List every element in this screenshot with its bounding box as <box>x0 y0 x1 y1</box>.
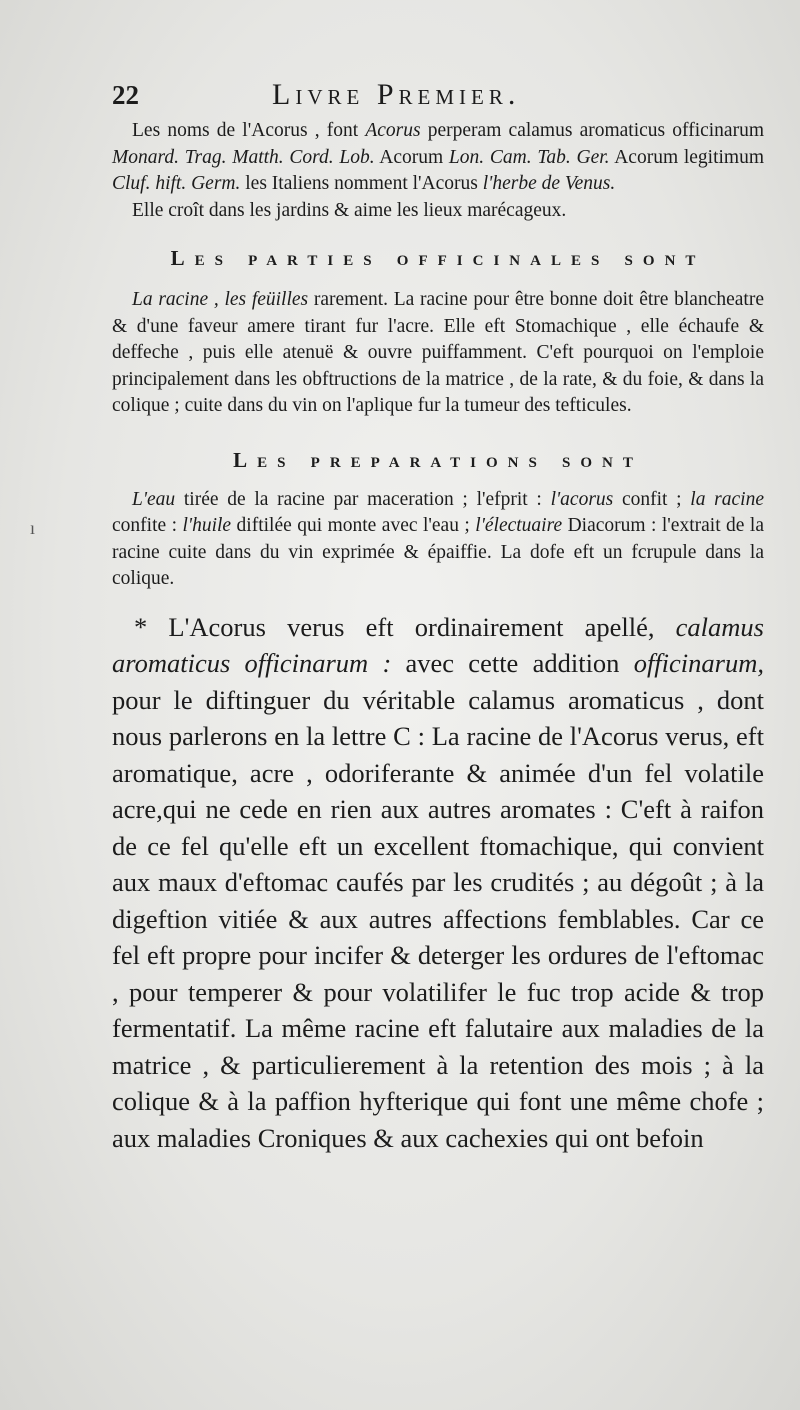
page-header <box>112 78 764 118</box>
italic-text: calamus aromaticus officinarum : <box>112 611 764 678</box>
margin-mark: ı <box>30 518 36 538</box>
text-run: confit ; <box>613 488 691 510</box>
italic-text: l'acorus <box>550 488 614 510</box>
note-paragraph <box>112 609 764 1157</box>
note-block <box>112 609 764 1157</box>
italic-text: l'herbe de Venus. <box>482 173 616 194</box>
parties-paragraph <box>112 287 764 420</box>
section-heading-parties: Les parties officinales sont <box>170 246 706 270</box>
text-run: * L'Acorus verus eft ordinairement apellé, <box>134 611 676 642</box>
italic-text: La racine , les feüilles <box>132 289 309 310</box>
running-title: Livre Premier. <box>272 78 521 111</box>
italic-text: l'huile <box>182 515 232 536</box>
text-run: rarement. La racine pour être bonne doit être blancheatre & d'une faveur amere tirant fur l'acre. Elle eft Stomachique , elle échaufe & deffeche , puis elle atenuë & ouvre puiffamment. C'eft pourquoi on l'emploie principalement dans les obftructions de la matrice , de la rate, & du foie, & dans la colique ; cuite dans du vin on l'aplique fur la tumeur des tefticules. <box>112 289 764 416</box>
parties-block <box>112 287 764 420</box>
text-run: avec cette addition <box>391 648 634 678</box>
text-run: perperam calamus aromaticus officinarum <box>420 120 764 141</box>
italic-text: Lon. Cam. Tab. Ger. <box>448 146 610 168</box>
text-run: pour le diftinguer du véritable calamus aromaticus , dont nous parlerons en la lettre C : La racine de l'Acorus verus, eft aromatique, acre , odoriferante & animée d'un fel volatile acre,qui ne cede en rien aux autres aromates : C'eft à raifon de ce fel qu'elle eft un excellent ftomachique, qui convient aux maux d'eftomac caufés par les crudités ; au dégoût ; à la digeftion vitiée & aux autres affections femblables. Car ce fel eft propre pour incifer & deterger les ordures de l'eftomac , pour temperer & pour volatilifer le fuc trop acide & trop fermentatif. La même racine eft falutaire aux maladies de la matrice , & particulierement à la retention des mois ; à la colique & à la paffion hyfterique qui font une même chofe ; aux maladies Croniques & aux cachexies qui ont befoin <box>112 684 764 1153</box>
preparations-paragraph <box>112 487 764 593</box>
italic-text: officinarum, <box>633 648 764 678</box>
text-run: les Italiens nomment l'Acorus <box>240 173 483 194</box>
text-run: Acorum <box>374 146 449 168</box>
intro-paragraph-habitat <box>112 198 764 225</box>
italic-text: Cluf. hift. Germ. <box>112 173 241 194</box>
italic-text: Monard. Trag. Matth. Cord. Lob. <box>112 146 375 168</box>
text-run: confite : <box>112 515 183 536</box>
text-run: Diacorum : l'extrait de la racine cuite dans du vin exprimée & épaiffie. La dofe eft un fcrupule dans la colique. <box>112 515 764 589</box>
italic-text: Acorus <box>365 120 421 141</box>
page-number: 22 <box>112 80 139 110</box>
italic-text: l'électuaire <box>475 515 563 536</box>
text-run: Acorum legitimum <box>609 146 765 168</box>
text-run: Elle croît dans les jardins & aime les lieux marécageux. <box>132 199 567 221</box>
section-heading-preparations: Les preparations sont <box>233 447 643 472</box>
intro-paragraph <box>112 118 764 198</box>
intro-block <box>112 118 764 224</box>
text-run: tirée de la racine par maceration ; l'efprit : <box>175 488 551 510</box>
italic-text: la racine <box>690 488 764 510</box>
text-run: diftilée qui monte avec l'eau ; <box>231 515 476 536</box>
text-run: Les noms de l'Acorus , font <box>132 120 366 141</box>
italic-text: L'eau <box>132 488 176 510</box>
preparations-block <box>112 487 764 593</box>
